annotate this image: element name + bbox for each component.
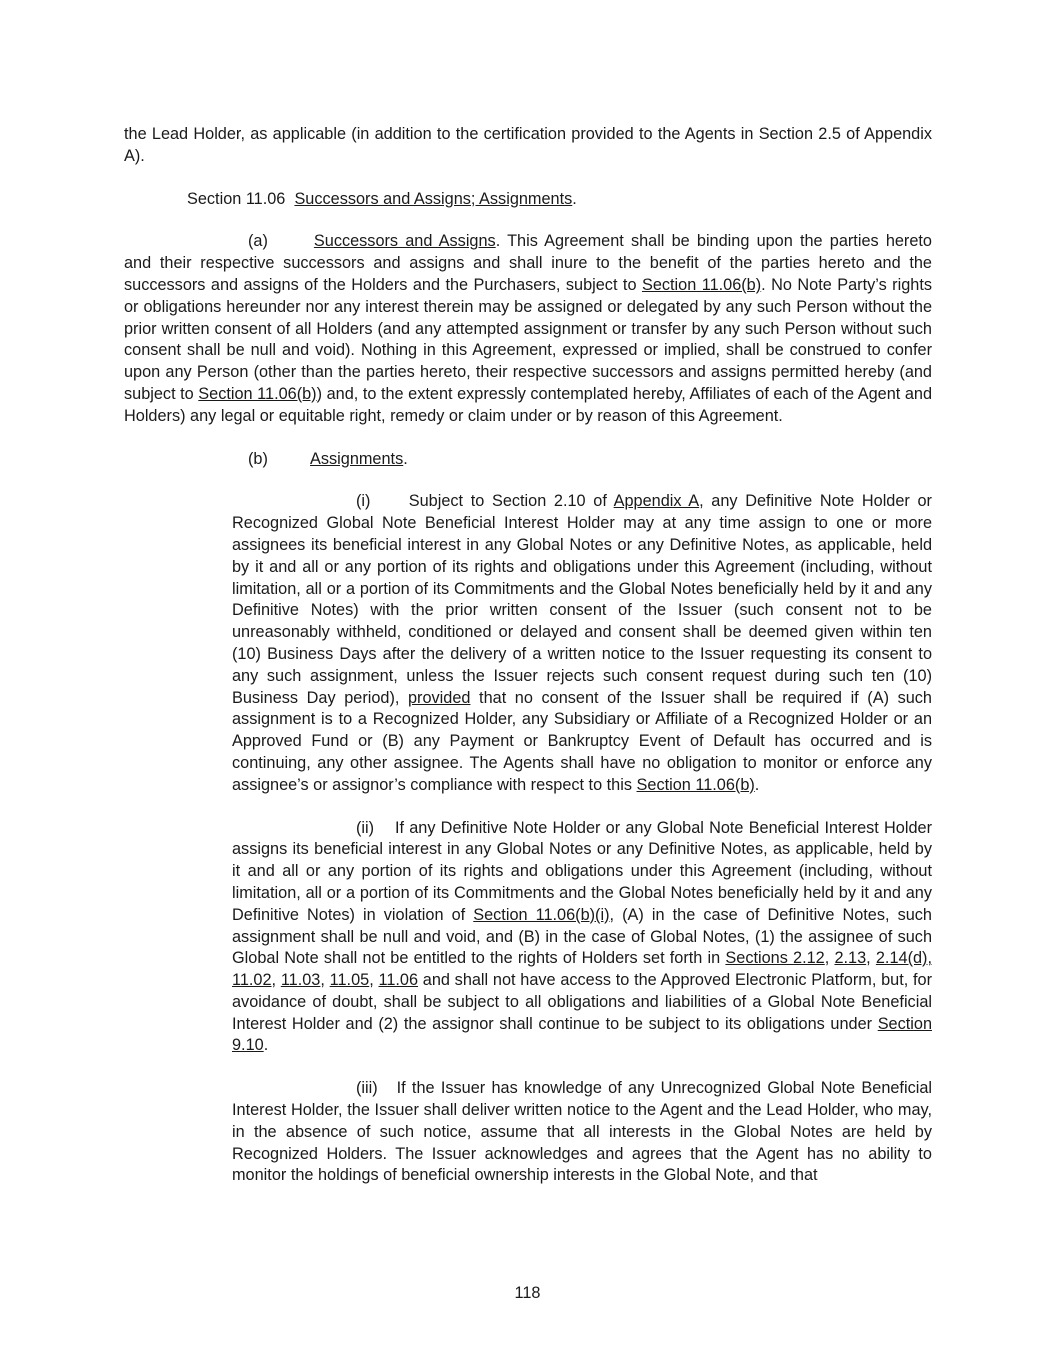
cross-reference: 2.13 [834,949,867,968]
cross-reference: Sections 2.12 [725,949,825,968]
section-heading: Section 11.06 Successors and Assigns; Assignments. [187,189,577,208]
paragraph-b-i-label: (i) [356,492,371,511]
cross-reference: 11.06 [378,971,419,990]
paragraph-b-title: Assignments [310,449,404,468]
cross-reference: 11.03 [280,971,321,990]
cross-reference: Section 11.06(b)(i) [473,905,610,924]
cross-reference: Appendix A [613,492,700,511]
paragraph-b-i: (i) Subject to Section 2.10 of Appendix A, any Definitive Note Holder or Recognized Global Note Beneficial Interest Holder may at any time assign to one or more assignees its beneficial interest in any Global Notes or any Definitive Notes, as applicable, held by it and all or any portion of its rights and obligations under this Agreement (including, without limitation, all or a portion of its Commitments and the Global Notes beneficially held by it and any Definitive Notes) with the prior written consent of the Issuer (such consent not to be unreasonably withheld, conditioned or delayed and consent shall be deemed given within ten (10) Business Days after the delivery of a written notice to the Issuer requesting its consent to any such assignment, unless the Issuer rejects such consent request during such ten (10) Business Day period), provided that no consent of the Issuer shall be required if (A) such assignment is to a Recognized Holder, any Subsidiary or Affiliate of a Recognized Holder or an Approved Fund or (B) any Payment or Bankruptcy Event of Default has occurred and is continuing, any other assignee. The Agents shall have no obligation to monitor or enforce any assignee’s or assignor’s compliance with respect to this Section 11.06(b). [232,492,932,794]
paragraph-b-heading: (b) Assignments. [124,449,932,471]
paragraph-b-ii-label: (ii) [356,818,375,837]
cross-reference: Section 11.06(b) [641,275,762,294]
paragraph-b-ii: (ii) If any Definitive Note Holder or any Global Note Beneficial Interest Holder assigns its beneficial interest in any Global Notes or any Definitive Notes, as applicable, held by it and all or any portion of its rights and obligations under this Agreement (including, without limitation, all or a portion of its Commitments and the Global Notes beneficially held by it and any Definitive Notes) in violation of Section 11.06(b)(i), (A) in the case of Definitive Notes, such assignment shall be null and void, and (B) in the case of Global Notes, (1) the assignee of such Global Note shall not be entitled to the rights of Holders set forth in Sections 2.12, 2.13, 2.14(d), 11.02, 11.03, 11.05, 11.06 and shall not have access to the Approved Electronic Platform, but, for avoidance of doubt, shall be subject to all obligations and liabilities of a Global Note Beneficial Interest Holder and (2) the assignor shall continue to be subject to its obligations under Section 9.10. [232,818,932,1055]
paragraph-a-label: (a) [248,232,268,251]
section-title: Successors and Assigns; Assignments [294,189,573,208]
provided-term: provided [408,688,471,707]
intro-paragraph: the Lead Holder, as applicable (in addition to the certification provided to the Agents in Section 2.5 of Appendix A). [124,125,932,165]
paragraph-b-iii: (iii) If the Issuer has knowledge of any Unrecognized Global Note Beneficial Interest Holder, the Issuer shall deliver written notice to the Agent and the Lead Holder, who may, in the absence of such notice, assume that all interests in the Global Notes are held by Recognized Holders. The Issuer acknowledges and agrees that the Agent has no ability to monitor the holdings of beneficial ownership interests in the Global Note, and that [232,1079,932,1185]
section-number: Section 11.06 [187,189,286,208]
paragraph-a: (a) Successors and Assigns. This Agreement shall be binding upon the parties hereto and their respective successors and assigns and shall inure to the benefit of the parties hereto and the successors and assigns of the Holders and the Purchasers, subject to Section 11.06(b). No Note Party’s rights or obligations hereunder nor any interest therein may be assigned or delegated by any such Person without the prior written consent of all Holders (and any attempted assignment or transfer by any such Person without such consent shall be null and void). Nothing in this Agreement, expressed or implied, shall be construed to confer upon any Person (other than the parties hereto, their respective successors and assigns permitted hereby (and subject to Section 11.06(b)) and, to the extent expressly contemplated hereby, Affiliates of each of the Agent and Holders) any legal or equitable right, remedy or claim under or by reason of this Agreement. [124,232,932,425]
cross-reference: Section 11.06(b) [636,775,755,794]
cross-reference: Section 11.06(b) [198,384,317,403]
cross-reference: 2.14(d), 11.02 [232,949,932,990]
paragraph-a-title: Successors and Assigns [313,232,496,251]
cross-reference: Section 9.10 [232,1014,932,1055]
paragraph-b-iii-label: (iii) [356,1079,378,1098]
paragraph-b-label: (b) [248,449,268,468]
subparagraphs [232,491,932,1187]
document-page [124,124,932,1187]
cross-reference: 11.05 [329,971,370,990]
page-number: 118 [514,1284,541,1302]
